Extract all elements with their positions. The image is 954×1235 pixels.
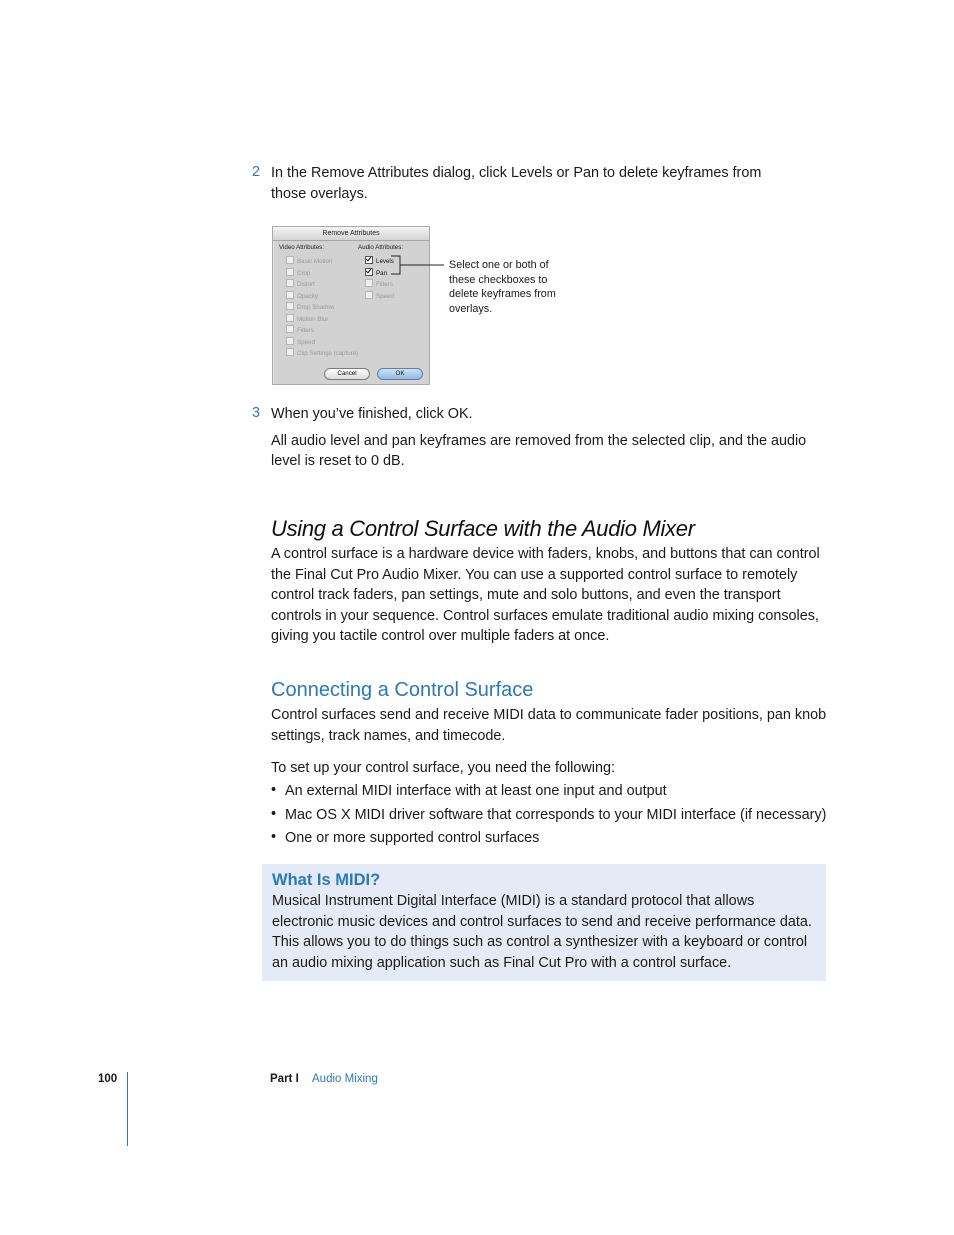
checkbox-icon [286, 256, 294, 264]
video-checkbox-clip-settings[interactable]: Clip Settings (capture) [286, 348, 358, 358]
bullet-marker: • [271, 829, 277, 845]
checkbox-icon [286, 314, 294, 322]
video-checkbox-crop[interactable]: Crop [286, 268, 310, 278]
checkbox-icon [286, 337, 294, 345]
footer-chapter: Audio Mixing [312, 1073, 378, 1085]
audio-checkbox-pan[interactable]: Pan [365, 268, 387, 278]
remove-attributes-dialog [272, 226, 430, 385]
section-2-paragraph: Control surfaces send and receive MIDI data to communicate fader positions, pan knob settings, track names, and timecode. [271, 707, 827, 744]
callout-leader-line [390, 255, 450, 277]
step-2-line-2: those overlays. [271, 186, 368, 202]
checkbox-icon [286, 348, 294, 356]
step-3-result-line-1: All audio level and pan keyframes are removed from the selected clip, and the audio [271, 433, 807, 449]
page-number: 100 [98, 1073, 118, 1085]
checkmark-icon [365, 268, 373, 276]
checkbox-icon [286, 302, 294, 310]
step-number: 3 [252, 405, 261, 421]
list-item: One or more supported control surfaces [285, 830, 540, 846]
section-heading: Using a Control Surface with the Audio Mixer [271, 516, 695, 541]
step-number: 2 [252, 164, 261, 180]
checkbox-icon [286, 325, 294, 333]
bullet-marker: • [271, 782, 277, 798]
list-item: Mac OS X MIDI driver software that corresponds to your MIDI interface (if necessary) [285, 807, 827, 823]
midi-box-title: What Is MIDI? [272, 871, 381, 889]
video-checkbox-drop-shadow[interactable]: Drop Shadow [286, 302, 335, 312]
step-3-text: When you’ve finished, click OK. [271, 406, 473, 422]
step-2-line-1: In the Remove Attributes dialog, click Levels or Pan to delete keyframes from [271, 165, 762, 181]
video-checkbox-distort[interactable]: Distort [286, 279, 315, 289]
step-3-result-line-2: level is reset to 0 dB. [271, 453, 405, 469]
ok-button[interactable]: OK [377, 368, 423, 380]
checkbox-icon [286, 291, 294, 299]
checkbox-icon [365, 279, 373, 287]
audio-attributes-label: Audio Attributes: [358, 244, 404, 251]
checkbox-icon [286, 268, 294, 276]
callout-note: Select one or both of these checkboxes to delete keyframes from overlays. [449, 259, 556, 315]
video-checkbox-basic-motion[interactable]: Basic Motion [286, 256, 332, 266]
video-checkbox-speed[interactable]: Speed [286, 337, 315, 347]
checkbox-icon [286, 279, 294, 287]
dialog-title: Remove Attributes [273, 227, 429, 241]
cancel-button[interactable]: Cancel [324, 368, 370, 380]
audio-checkbox-filters[interactable]: Filters [365, 279, 393, 289]
video-checkbox-opacity[interactable]: Opacity [286, 291, 318, 301]
checkmark-icon [365, 256, 373, 264]
subsection-heading: Connecting a Control Surface [271, 679, 534, 701]
requirements-intro: To set up your control surface, you need the following: [271, 760, 615, 776]
bullet-marker: • [271, 806, 277, 822]
midi-box-text: Musical Instrument Digital Interface (MIDI) is a standard protocol that allows electronic music devices and control surfaces to send and receive performance data. This allows you to do things such as control a synthesizer with a keyboard or control an audio mixing application such as Final Cut Pro with a control surface. [272, 893, 812, 971]
footer-rule [127, 1072, 128, 1146]
video-checkbox-motion-blur[interactable]: Motion Blur [286, 314, 328, 324]
audio-checkbox-levels[interactable]: Levels [365, 256, 394, 266]
checkbox-icon [365, 291, 373, 299]
video-checkbox-filters[interactable]: Filters [286, 325, 314, 335]
section-1-paragraph: A control surface is a hardware device with faders, knobs, and buttons that can control the Final Cut Pro Audio Mixer. You can use a supported control surface to remotely control track faders, pan settings, mute and solo buttons, and even the transport controls in your sequence. Control surfaces emulate traditional audio mixing consoles, giving you tactile control over multiple faders at once. [271, 546, 820, 644]
video-attributes-label: Video Attributes: [279, 244, 324, 251]
list-item: An external MIDI interface with at least one input and output [285, 783, 667, 799]
audio-checkbox-speed[interactable]: Speed [365, 291, 394, 301]
footer-part: Part I [270, 1073, 299, 1085]
